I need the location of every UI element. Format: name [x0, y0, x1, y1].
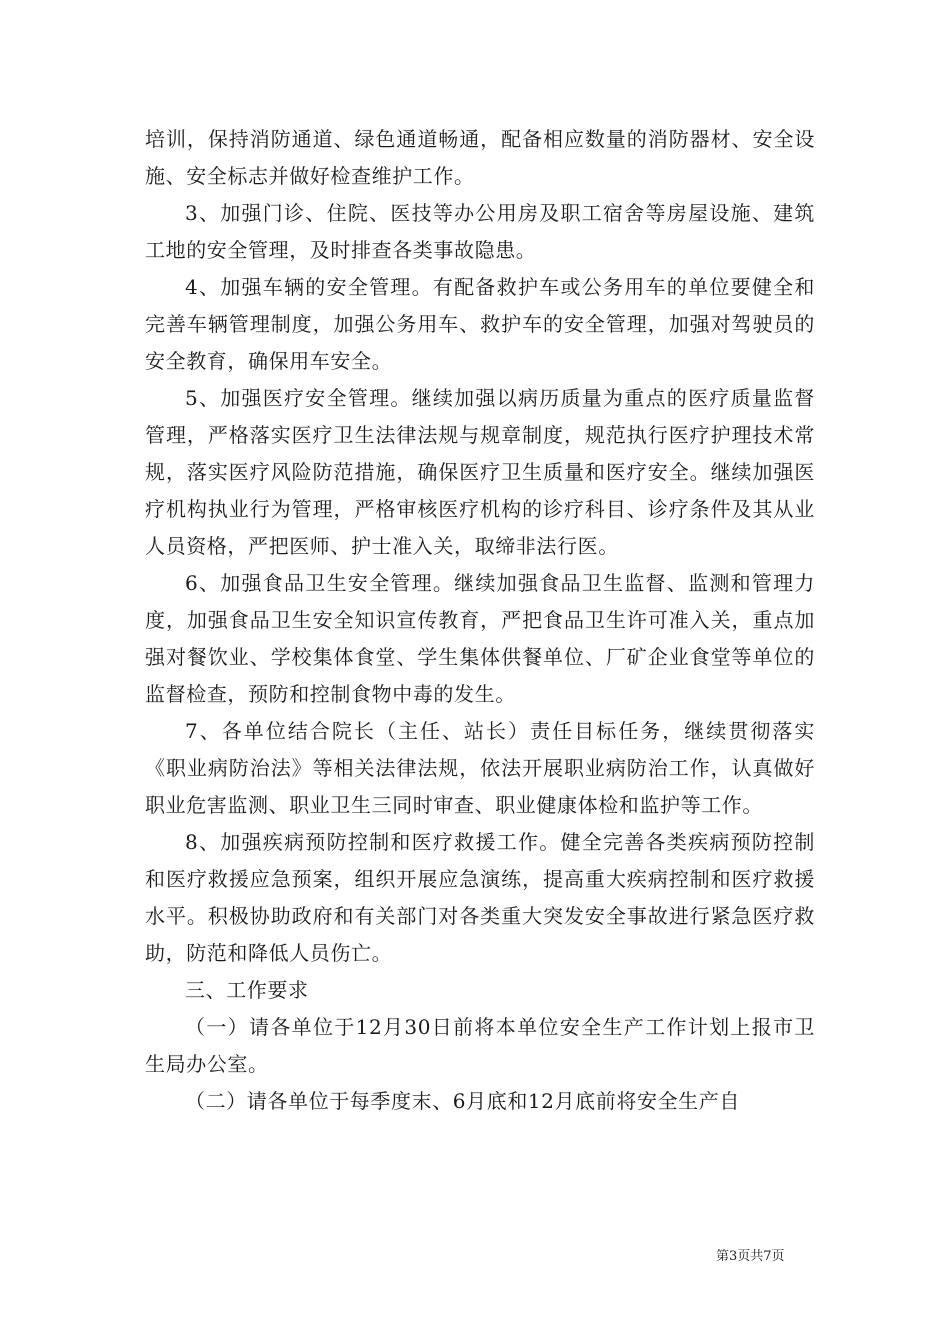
paragraph-4: 5、加强医疗安全管理。继续加强以病历质量为重点的医疗质量监督管理，严格落实医疗卫生法律法规与规章制度，规范执行医疗护理技术常规，落实医疗风险防范措施，确保医疗卫生质量和医疗安全。继续加强医疗机构执业行为管理，严格审核医疗机构的诊疗科目、诊疗条件及其从业人员资格，严把医师、护士准入关，取缔非法行医。	[145, 386, 815, 558]
paragraph-3: 4、加强车辆的安全管理。有配备救护车或公务用车的单位要健全和完善车辆管理制度，加强公务用车、救护车的安全管理，加强对驾驶员的安全教育，确保用车安全。	[145, 275, 815, 373]
section-heading: 三、工作要求	[185, 978, 309, 1002]
paragraph-8: （一）请各单位于12月30日前将本单位安全生产工作计划上报市卫生局办公室。	[145, 1015, 815, 1076]
paragraph-2: 3、加强门诊、住院、医技等办公用房及职工宿舍等房屋设施、建筑工地的安全管理，及时排查各类事故隐患。	[145, 201, 815, 262]
paragraph-1: 培训，保持消防通道、绿色通道畅通，配备相应数量的消防器材、安全设施、安全标志并做好检查维护工作。	[145, 127, 815, 188]
document-body	[145, 121, 815, 1120]
paragraph-7: 8、加强疾病预防控制和医疗救援工作。健全完善各类疾病预防控制和医疗救援应急预案，组织开展应急演练，提高重大疾病控制和医疗救援水平。积极协助政府和有关部门对各类重大突发安全事故进行紧急医疗救助，防范和降低人员伤亡。	[145, 830, 815, 965]
paragraph-5: 6、加强食品卫生安全管理。继续加强食品卫生监督、监测和管理力度，加强食品卫生安全知识宣传教育，严把食品卫生许可准入关，重点加强对餐饮业、学校集体食堂、学生集体供餐单位、厂矿企业食堂等单位的监督检查，预防和控制食物中毒的发生。	[145, 571, 815, 706]
paragraph-6: 7、各单位结合院长（主任、站长）责任目标任务，继续贯彻落实《职业病防治法》等相关法律法规，依法开展职业病防治工作，认真做好职业危害监测、职业卫生三同时审查、职业健康体检和监护等工作。	[145, 719, 815, 817]
page-number: 第3页共7页	[716, 1249, 785, 1264]
paragraph-9: （二）请各单位于每季度末、6月底和12月底前将安全生产自	[185, 1089, 740, 1113]
